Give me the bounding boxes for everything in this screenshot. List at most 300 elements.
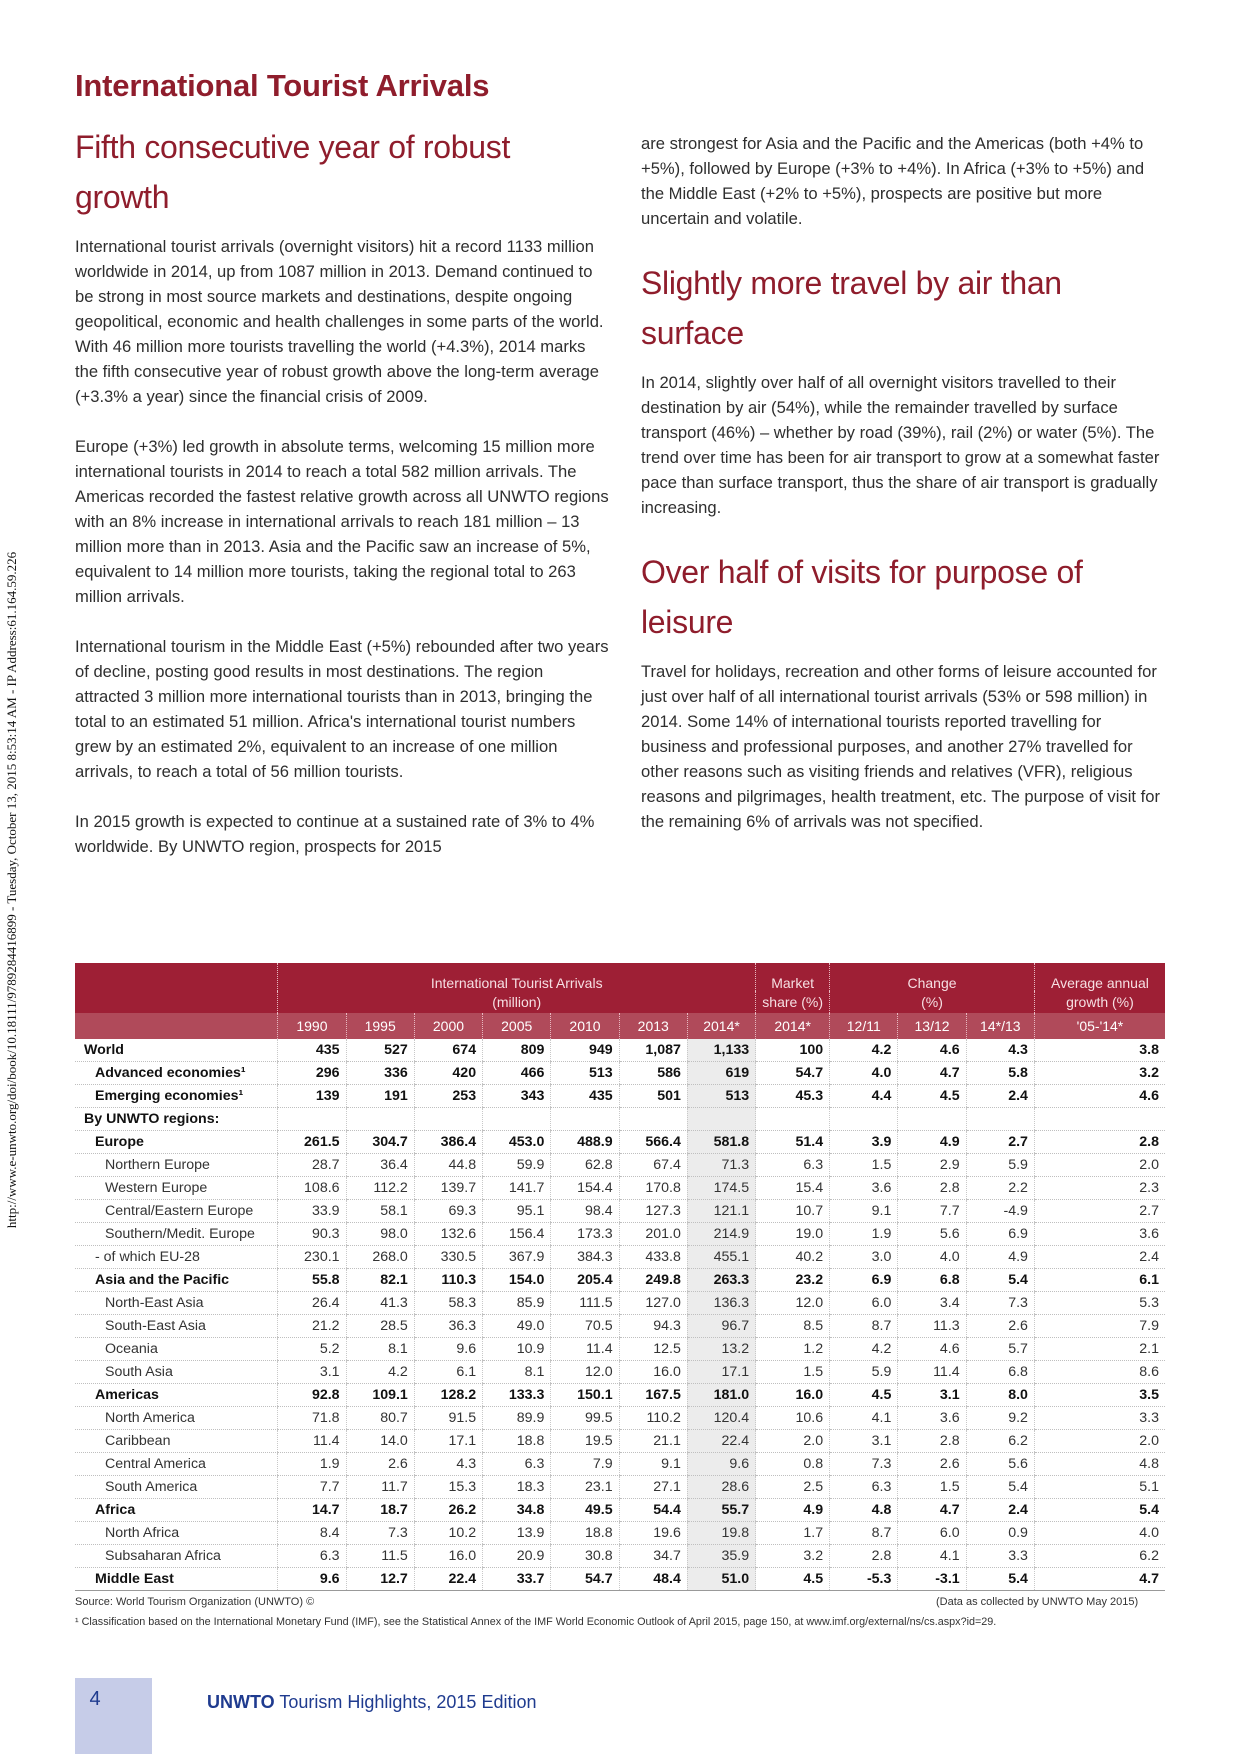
- row-label: - of which EU-28: [75, 1246, 278, 1269]
- row-label: Middle East: [75, 1568, 278, 1591]
- row-label: Asia and the Pacific: [75, 1269, 278, 1292]
- footer-title: [207, 1692, 536, 1713]
- table-cell: 3.3: [966, 1545, 1034, 1568]
- table-cell: 3.2: [756, 1545, 830, 1568]
- table-cell: 36.3: [414, 1315, 482, 1338]
- table-cell: 5.1: [1034, 1476, 1165, 1499]
- table-cell: 4.7: [898, 1062, 966, 1085]
- header-blank: [75, 991, 278, 1013]
- table-cell: 674: [414, 1039, 482, 1062]
- table-cell: 4.8: [830, 1499, 898, 1522]
- table-cell: 156.4: [483, 1223, 551, 1246]
- row-label: North Africa: [75, 1522, 278, 1545]
- table-cell: 26.4: [278, 1292, 346, 1315]
- table-cell: 70.5: [551, 1315, 619, 1338]
- table-cell: 4.6: [898, 1338, 966, 1361]
- table-cell: 67.4: [619, 1154, 687, 1177]
- table-cell: 36.4: [346, 1154, 414, 1177]
- row-label: North-East Asia: [75, 1292, 278, 1315]
- table-row: [75, 1177, 1165, 1200]
- table-cell: 253: [414, 1085, 482, 1108]
- row-label: Central/Eastern Europe: [75, 1200, 278, 1223]
- header-year: '05-'14*: [1034, 1013, 1165, 1039]
- header-share: Market: [756, 963, 830, 991]
- table-cell: 4.1: [898, 1545, 966, 1568]
- table-row: [75, 1269, 1165, 1292]
- table-cell: 34.8: [483, 1499, 551, 1522]
- table-cell: 6.1: [1034, 1269, 1165, 1292]
- table-cell: 16.0: [619, 1361, 687, 1384]
- table-cell: 133.3: [483, 1384, 551, 1407]
- table-row: [75, 1039, 1165, 1062]
- table-cell: 5.7: [966, 1338, 1034, 1361]
- table-cell: 15.4: [756, 1177, 830, 1200]
- row-label: Africa: [75, 1499, 278, 1522]
- table-cell: 69.3: [414, 1200, 482, 1223]
- table-row: [75, 1407, 1165, 1430]
- table-cell: 3.8: [1034, 1039, 1165, 1062]
- table-cell: 386.4: [414, 1131, 482, 1154]
- table-cell: [483, 1108, 551, 1131]
- table-cell: 154.0: [483, 1269, 551, 1292]
- table-cell: 1,087: [619, 1039, 687, 1062]
- row-label: Europe: [75, 1131, 278, 1154]
- table-cell: 94.3: [619, 1315, 687, 1338]
- table-cell: [756, 1108, 830, 1131]
- table-cell: 8.4: [278, 1522, 346, 1545]
- table-cell: 6.8: [898, 1269, 966, 1292]
- table-cell: 55.7: [687, 1499, 755, 1522]
- table-cell: 433.8: [619, 1246, 687, 1269]
- table-cell: 2.2: [966, 1177, 1034, 1200]
- table-cell: 5.9: [830, 1361, 898, 1384]
- paragraph: are strongest for Asia and the Pacific and the Americas (both +4% to +5%), followed by Europe (+3% to +4%). In Africa (+3% to +5%) and the Middle East (+2% to +5%), prospects are positive but more uncertain and volatile.: [641, 134, 1145, 228]
- table-cell: 95.1: [483, 1200, 551, 1223]
- table-cell: 11.4: [551, 1338, 619, 1361]
- table-cell: 139.7: [414, 1177, 482, 1200]
- table-row: [75, 1453, 1165, 1476]
- footer-brand: UNWTO: [207, 1692, 275, 1712]
- table-cell: 34.7: [619, 1545, 687, 1568]
- table-cell: [278, 1108, 346, 1131]
- table-cell: 17.1: [414, 1430, 482, 1453]
- header-year: 2005: [483, 1013, 551, 1039]
- table-cell: 23.2: [756, 1269, 830, 1292]
- table-cell: 2.1: [1034, 1338, 1165, 1361]
- table-row: [75, 1154, 1165, 1177]
- table-cell: 30.8: [551, 1545, 619, 1568]
- table-cell: 82.1: [346, 1269, 414, 1292]
- row-label: South Asia: [75, 1361, 278, 1384]
- table-cell: 1.5: [830, 1154, 898, 1177]
- table-cell: 6.3: [756, 1154, 830, 1177]
- table-cell: 11.5: [346, 1545, 414, 1568]
- header-arrivals-unit: (million): [278, 991, 756, 1013]
- footnote: ¹ Classification based on the International Monetary Fund (IMF), see the Statistical Annex of the IMF World Economic Outlook of April 2015, page 150, at www.imf.org/external/ns/cs.aspx?id=29.: [75, 1616, 997, 1628]
- table-cell: 6.2: [1034, 1545, 1165, 1568]
- table-cell: 9.1: [830, 1200, 898, 1223]
- table-cell: 49.0: [483, 1315, 551, 1338]
- table-cell: 19.6: [619, 1522, 687, 1545]
- table-cell: [898, 1108, 966, 1131]
- table-cell: 6.9: [830, 1269, 898, 1292]
- table-cell: 304.7: [346, 1131, 414, 1154]
- row-label: Americas: [75, 1384, 278, 1407]
- table-cell: 1.5: [898, 1476, 966, 1499]
- table-cell: 2.6: [346, 1453, 414, 1476]
- table-cell: 5.9: [966, 1154, 1034, 1177]
- header-change-unit: (%): [830, 991, 1035, 1013]
- table-cell: [346, 1108, 414, 1131]
- table-cell: 10.2: [414, 1522, 482, 1545]
- header-year: 2010: [551, 1013, 619, 1039]
- row-label: Caribbean: [75, 1430, 278, 1453]
- table-cell: 12.5: [619, 1338, 687, 1361]
- table-cell: 49.5: [551, 1499, 619, 1522]
- table-cell: 12.0: [756, 1292, 830, 1315]
- table-cell: 566.4: [619, 1131, 687, 1154]
- header-year: 13/12: [898, 1013, 966, 1039]
- table-cell: 1.9: [278, 1453, 346, 1476]
- table-cell: 58.1: [346, 1200, 414, 1223]
- row-label: North America: [75, 1407, 278, 1430]
- table-cell: 949: [551, 1039, 619, 1062]
- table-cell: 154.4: [551, 1177, 619, 1200]
- table-cell: 4.0: [1034, 1522, 1165, 1545]
- table-cell: 7.3: [830, 1453, 898, 1476]
- table-cell: 18.8: [551, 1522, 619, 1545]
- table-cell: 5.8: [966, 1062, 1034, 1085]
- table-cell: 111.5: [551, 1292, 619, 1315]
- header-blank: [75, 1013, 278, 1039]
- table-cell: 89.9: [483, 1407, 551, 1430]
- table-cell: [966, 1108, 1034, 1131]
- table-cell: 62.8: [551, 1154, 619, 1177]
- table-cell: 4.2: [830, 1338, 898, 1361]
- table-row: [75, 1292, 1165, 1315]
- table-row: [75, 1499, 1165, 1522]
- table-row: [75, 1568, 1165, 1591]
- header-year: 1995: [346, 1013, 414, 1039]
- table-cell: 22.4: [687, 1430, 755, 1453]
- table-cell: 54.7: [551, 1568, 619, 1591]
- table-cell: 191: [346, 1085, 414, 1108]
- table-cell: 249.8: [619, 1269, 687, 1292]
- header-year: 1990: [278, 1013, 346, 1039]
- table-cell: 59.9: [483, 1154, 551, 1177]
- table-cell: 2.4: [1034, 1246, 1165, 1269]
- table-cell: 0.9: [966, 1522, 1034, 1545]
- table-cell: 513: [687, 1085, 755, 1108]
- table-cell: 3.3: [1034, 1407, 1165, 1430]
- table-cell: 2.7: [1034, 1200, 1165, 1223]
- table-cell: 6.0: [898, 1522, 966, 1545]
- table-cell: 121.1: [687, 1200, 755, 1223]
- table-row: [75, 1430, 1165, 1453]
- row-label: World: [75, 1039, 278, 1062]
- table-cell: 10.6: [756, 1407, 830, 1430]
- table-cell: 4.2: [346, 1361, 414, 1384]
- table-cell: 2.8: [898, 1430, 966, 1453]
- table-row: [75, 1315, 1165, 1338]
- table-cell: 435: [278, 1039, 346, 1062]
- table-cell: 214.9: [687, 1223, 755, 1246]
- table-cell: 51.4: [756, 1131, 830, 1154]
- table-cell: 2.6: [966, 1315, 1034, 1338]
- table-cell: 55.8: [278, 1269, 346, 1292]
- table-cell: 91.5: [414, 1407, 482, 1430]
- table-cell: 1,133: [687, 1039, 755, 1062]
- table-cell: 110.3: [414, 1269, 482, 1292]
- table-cell: 18.3: [483, 1476, 551, 1499]
- table-cell: 11.7: [346, 1476, 414, 1499]
- table-cell: 167.5: [619, 1384, 687, 1407]
- table-cell: 2.8: [1034, 1131, 1165, 1154]
- table-cell: 261.5: [278, 1131, 346, 1154]
- table-cell: 488.9: [551, 1131, 619, 1154]
- table-cell: 54.4: [619, 1499, 687, 1522]
- table-cell: 13.2: [687, 1338, 755, 1361]
- table-cell: 23.1: [551, 1476, 619, 1499]
- table-cell: 6.3: [830, 1476, 898, 1499]
- table-cell: 110.2: [619, 1407, 687, 1430]
- section-heading-growth: Fifth consecutive year of robust growth: [75, 129, 511, 215]
- table-cell: 8.5: [756, 1315, 830, 1338]
- table-cell: 2.8: [898, 1177, 966, 1200]
- table-cell: 5.4: [966, 1476, 1034, 1499]
- table-cell: 6.0: [830, 1292, 898, 1315]
- table-cell: 1.2: [756, 1338, 830, 1361]
- table-cell: 28.5: [346, 1315, 414, 1338]
- table-cell: 92.8: [278, 1384, 346, 1407]
- row-label: Western Europe: [75, 1177, 278, 1200]
- table-cell: 13.9: [483, 1522, 551, 1545]
- table-cell: 80.7: [346, 1407, 414, 1430]
- table-cell: 581.8: [687, 1131, 755, 1154]
- table-cell: 527: [346, 1039, 414, 1062]
- paragraph: Travel for holidays, recreation and other forms of leisure accounted for just over half of all international tourist arrivals (53% or 598 million) in 2014. Some 14% of international tourists reported travelling for business and professional purposes, and another 27% travelled for other reasons such as visiting friends and relatives (VFR), religious reasons and pilgrimages, health treatment, etc. The purpose of visit for the remaining 6% of arrivals was not specified.: [641, 662, 1160, 831]
- table-cell: 10.7: [756, 1200, 830, 1223]
- table-cell: 263.3: [687, 1269, 755, 1292]
- header-share-unit: share (%): [756, 991, 830, 1013]
- table-row: [75, 1223, 1165, 1246]
- table-cell: 205.4: [551, 1269, 619, 1292]
- arrivals-table: [75, 963, 1165, 1591]
- table-cell: 7.9: [1034, 1315, 1165, 1338]
- source-note: Source: World Tourism Organization (UNWTO) ©: [75, 1596, 315, 1608]
- table-cell: 150.1: [551, 1384, 619, 1407]
- table-cell: 6.8: [966, 1361, 1034, 1384]
- table-cell: 453.0: [483, 1131, 551, 1154]
- table-cell: 4.0: [830, 1062, 898, 1085]
- table-cell: 18.7: [346, 1499, 414, 1522]
- table-cell: [687, 1108, 755, 1131]
- table-cell: 7.3: [346, 1522, 414, 1545]
- table-cell: 4.0: [898, 1246, 966, 1269]
- table-cell: [1034, 1108, 1165, 1131]
- table-cell: 3.6: [898, 1407, 966, 1430]
- table-row: [75, 1108, 1165, 1131]
- table-cell: 11.4: [898, 1361, 966, 1384]
- row-label: Advanced economies¹: [75, 1062, 278, 1085]
- table-row: [75, 1338, 1165, 1361]
- table-cell: 3.4: [898, 1292, 966, 1315]
- table-cell: 4.5: [830, 1384, 898, 1407]
- data-collected-note: (Data as collected by UNWTO May 2015): [936, 1596, 1139, 1608]
- sidebar-url-stamp: http://www.e-unwto.org/doi/book/10.18111/9789284416899 - Tuesday, October 13, 2015 8:53:14 AM - IP Address:61.164.59.226: [4, 551, 19, 1229]
- table-cell: 586: [619, 1062, 687, 1085]
- table-cell: 4.9: [898, 1131, 966, 1154]
- header-average: Average annual: [1034, 963, 1165, 991]
- table-cell: 35.9: [687, 1545, 755, 1568]
- table-cell: 5.4: [966, 1269, 1034, 1292]
- paragraph: International tourist arrivals (overnight visitors) hit a record 1133 million worldwide in 2014, up from 1087 million in 2013. Demand continued to be strong in most source markets and destinations, despite ongoing geopolitical, economic and health challenges in some parts of the world. With 46 million more tourists travelling the world (+4.3%), 2014 marks the fifth consecutive year of robust growth above the long-term average (+3.3% a year) since the financial crisis of 2009.: [75, 237, 604, 406]
- table-cell: 128.2: [414, 1384, 482, 1407]
- table-cell: 19.5: [551, 1430, 619, 1453]
- table-cell: 85.9: [483, 1292, 551, 1315]
- table-cell: 20.9: [483, 1545, 551, 1568]
- table-cell: 181.0: [687, 1384, 755, 1407]
- table-cell: 9.1: [619, 1453, 687, 1476]
- table-cell: 54.7: [756, 1062, 830, 1085]
- table-cell: 16.0: [756, 1384, 830, 1407]
- table-cell: 14.7: [278, 1499, 346, 1522]
- table-cell: 98.4: [551, 1200, 619, 1223]
- table-cell: [551, 1108, 619, 1131]
- table-cell: 4.3: [414, 1453, 482, 1476]
- table-cell: [830, 1108, 898, 1131]
- row-label: Emerging economies¹: [75, 1085, 278, 1108]
- table-cell: 3.6: [1034, 1223, 1165, 1246]
- table-cell: 6.3: [278, 1545, 346, 1568]
- paragraph: Europe (+3%) led growth in absolute terms, welcoming 15 million more international tourists in 2014 to reach a total 582 million arrivals. The Americas recorded the fastest relative growth across all UNWTO regions with an 8% increase in international arrivals to reach 181 million – 13 million more than in 2013. Asia and the Pacific saw an increase of 5%, equivalent to 14 million more tourists, taking the regional total to 263 million arrivals.: [75, 437, 609, 606]
- table-cell: 26.2: [414, 1499, 482, 1522]
- table-cell: 3.1: [898, 1384, 966, 1407]
- table-cell: 22.4: [414, 1568, 482, 1591]
- table-cell: 501: [619, 1085, 687, 1108]
- header-year: 2014*: [687, 1013, 755, 1039]
- table-row: [75, 1131, 1165, 1154]
- table-cell: 1.7: [756, 1522, 830, 1545]
- table-cell: -5.3: [830, 1568, 898, 1591]
- table-cell: 48.4: [619, 1568, 687, 1591]
- table-cell: [619, 1108, 687, 1131]
- table-cell: 5.6: [898, 1223, 966, 1246]
- table-cell: 5.6: [966, 1453, 1034, 1476]
- row-label: Oceania: [75, 1338, 278, 1361]
- table-cell: 9.2: [966, 1407, 1034, 1430]
- table-cell: 71.8: [278, 1407, 346, 1430]
- table-cell: 384.3: [551, 1246, 619, 1269]
- table-row: [75, 1476, 1165, 1499]
- table-cell: 112.2: [346, 1177, 414, 1200]
- table-cell: 100: [756, 1039, 830, 1062]
- table-cell: 4.5: [898, 1085, 966, 1108]
- table-cell: 2.0: [1034, 1430, 1165, 1453]
- table-cell: 4.5: [756, 1568, 830, 1591]
- table-cell: 455.1: [687, 1246, 755, 1269]
- table-cell: -3.1: [898, 1568, 966, 1591]
- table-cell: 5.4: [966, 1568, 1034, 1591]
- section-heading-air: Slightly more travel by air than surface: [641, 265, 1062, 351]
- table-cell: 170.8: [619, 1177, 687, 1200]
- table-cell: 7.3: [966, 1292, 1034, 1315]
- paragraph: In 2014, slightly over half of all overnight visitors travelled to their destination by air (54%), while the remainder travelled by surface transport (46%) – whether by road (39%), rail (2%) or water (5%). The trend over time has been for air transport to grow at a somewhat faster pace than surface transport, thus the share of air transport is gradually increasing.: [641, 373, 1160, 517]
- table-cell: 28.6: [687, 1476, 755, 1499]
- table-cell: 230.1: [278, 1246, 346, 1269]
- table-cell: 14.0: [346, 1430, 414, 1453]
- table-cell: 58.3: [414, 1292, 482, 1315]
- table-cell: 5.3: [1034, 1292, 1165, 1315]
- table-cell: 96.7: [687, 1315, 755, 1338]
- row-label: Subsaharan Africa: [75, 1545, 278, 1568]
- table-cell: 367.9: [483, 1246, 551, 1269]
- header-year: 14*/13: [966, 1013, 1034, 1039]
- table-cell: 7.9: [551, 1453, 619, 1476]
- table-cell: 45.3: [756, 1085, 830, 1108]
- row-label: Northern Europe: [75, 1154, 278, 1177]
- table-cell: 296: [278, 1062, 346, 1085]
- table-cell: 4.9: [756, 1499, 830, 1522]
- header-year: 2013: [619, 1013, 687, 1039]
- row-label: By UNWTO regions:: [75, 1108, 278, 1131]
- table-cell: 16.0: [414, 1545, 482, 1568]
- table-cell: 343: [483, 1085, 551, 1108]
- table-cell: 11.3: [898, 1315, 966, 1338]
- table-cell: 2.0: [1034, 1154, 1165, 1177]
- row-label: Southern/Medit. Europe: [75, 1223, 278, 1246]
- table-cell: 33.7: [483, 1568, 551, 1591]
- table-cell: 4.7: [898, 1499, 966, 1522]
- table-cell: 2.0: [756, 1430, 830, 1453]
- table-cell: 10.9: [483, 1338, 551, 1361]
- table-cell: 2.6: [898, 1453, 966, 1476]
- table-row: [75, 1200, 1165, 1223]
- table-cell: 809: [483, 1039, 551, 1062]
- table-cell: 90.3: [278, 1223, 346, 1246]
- table-cell: 3.1: [278, 1361, 346, 1384]
- table-cell: 435: [551, 1085, 619, 1108]
- table-row: [75, 1246, 1165, 1269]
- table-cell: 4.6: [898, 1039, 966, 1062]
- table-cell: 6.9: [966, 1223, 1034, 1246]
- table-cell: 8.0: [966, 1384, 1034, 1407]
- table-cell: -4.9: [966, 1200, 1034, 1223]
- table-cell: 7.7: [278, 1476, 346, 1499]
- header-change: Change: [830, 963, 1035, 991]
- header-year: 12/11: [830, 1013, 898, 1039]
- table-cell: 127.0: [619, 1292, 687, 1315]
- table-cell: 4.4: [830, 1085, 898, 1108]
- table-row: [75, 1522, 1165, 1545]
- table-cell: 4.6: [1034, 1085, 1165, 1108]
- table-cell: 28.7: [278, 1154, 346, 1177]
- row-label: South America: [75, 1476, 278, 1499]
- table-cell: 3.6: [830, 1177, 898, 1200]
- table-cell: 12.0: [551, 1361, 619, 1384]
- header-year: 2000: [414, 1013, 482, 1039]
- table-cell: 268.0: [346, 1246, 414, 1269]
- table-row: [75, 1545, 1165, 1568]
- table-cell: 513: [551, 1062, 619, 1085]
- table-cell: 3.5: [1034, 1384, 1165, 1407]
- table-cell: 174.5: [687, 1177, 755, 1200]
- header-blank: [75, 963, 278, 991]
- table-cell: 4.8: [1034, 1453, 1165, 1476]
- table-cell: 0.8: [756, 1453, 830, 1476]
- table-cell: 2.9: [898, 1154, 966, 1177]
- table-cell: 98.0: [346, 1223, 414, 1246]
